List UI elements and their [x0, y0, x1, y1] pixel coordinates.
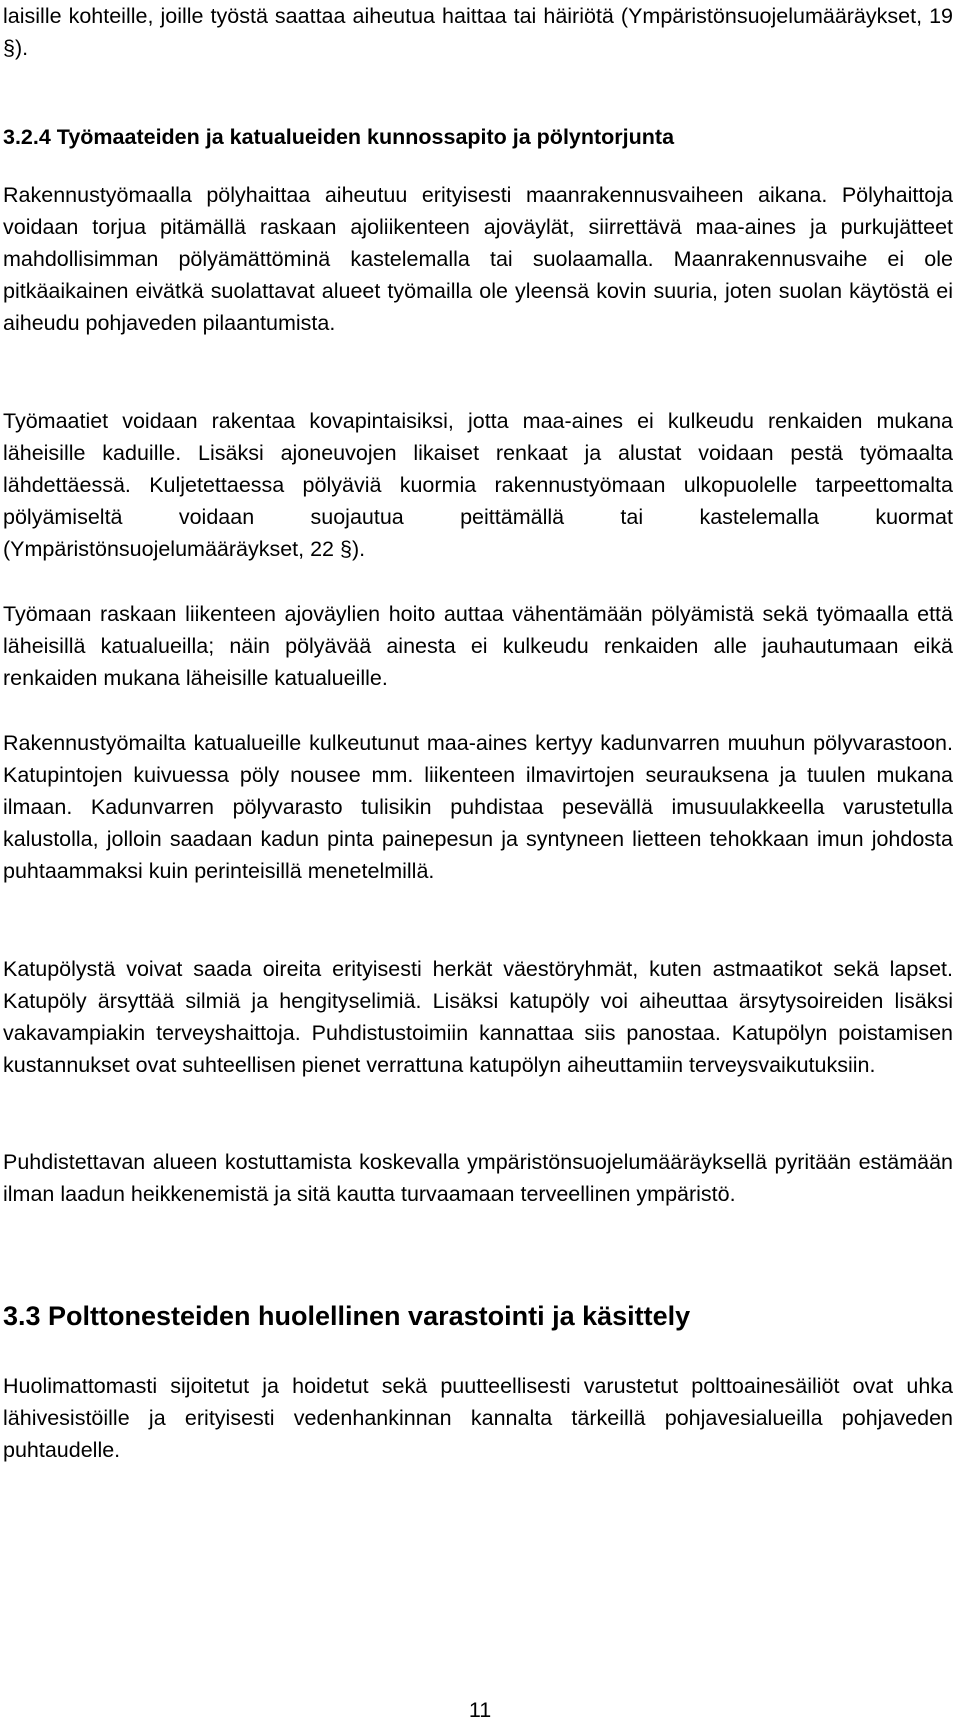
intro-paragraph: laisille kohteille, joille työstä saattaa aiheutua haittaa tai häiriötä (Ympäristönsuojelumääräykset, 19 §).: [3, 4, 953, 60]
section-3-3-heading: 3.3 Polttonesteiden huolellinen varastointi ja käsittely: [3, 1301, 691, 1331]
section-3-2-4-heading: 3.2.4 Työmaateiden ja katualueiden kunnossapito ja pölyntorjunta: [3, 125, 675, 149]
section-3-2-4-paragraph-6: Puhdistettavan alueen kostuttamista koskevalla ympäristönsuojelumääräyksellä pyritään estämään ilman laadun heikkenemistä ja sitä kautta turvaamaan terveellinen ympäristö.: [3, 1150, 953, 1206]
section-3-2-4-paragraph-3: Työmaan raskaan liikenteen ajoväylien hoito auttaa vähentämään pölyämistä sekä työmaalla että läheisillä katualueilla; näin pölyävää ainesta ei kulkeudu renkaiden alle jauhautumaan eikä renkaiden mukana läheisille katualueille.: [3, 602, 953, 690]
section-3-2-4-paragraph-5: Katupölystä voivat saada oireita erityisesti herkät väestöryhmät, kuten astmaatikot sekä lapset. Katupöly ärsyttää silmiä ja hengityselimiä. Lisäksi katupöly voi aiheuttaa ärsytysoireiden lisäksi vakavampiakin terveyshaittoja. Puhdistustoimiin kannattaa siis panostaa. Katupölyn poistamisen kustannukset ovat suhteellisen pienet verrattuna katupölyn aiheuttamiin terveysvaikutuksiin.: [3, 957, 953, 1077]
section-3-2-4-paragraph-4: Rakennustyömailta katualueille kulkeutunut maa-aines kertyy kadunvarren muuhun pölyvarastoon. Katupintojen kuivuessa pöly nousee mm. liikenteen ilmavirtojen seurauksena ja tuulen mukana ilmaan. Kadunvarren pölyvarasto tulisikin puhdistaa pesevällä imusuulakkeella varustetulla kalustolla, jolloin saadaan kadun pinta painepesun ja syntyneen lietteen tehokkaan imun johdosta puhtaammaksi kuin perinteisillä menetelmillä.: [3, 731, 953, 883]
section-3-2-4-paragraph-2: Työmaatiet voidaan rakentaa kovapintaisiksi, jotta maa-aines ei kulkeudu renkaiden mukana läheisille kaduille. Lisäksi ajoneuvojen likaiset renkaat ja alustat voidaan pestä työmaalta lähdettäessä. Kuljetettaessa pölyäviä kuormia rakennustyömaan ulkopuolelle tarpeettomalta pölyämiseltä voidaan suojautua peittämällä tai kastelemalla kuormat (Ympäristönsuojelumääräykset, 22 §).: [3, 409, 953, 561]
page-number: 11: [468, 1698, 492, 1722]
section-3-2-4-paragraph-1: Rakennustyömaalla pölyhaittaa aiheutuu erityisesti maanrakennusvaiheen aikana. Pölyhaittoja voidaan torjua pitämällä raskaan ajoliikenteen ajoväylät, siirrettävä maa-aines ja purkujätteet mahdollisimman pölyämättöminä kastelemalla tai suolaamalla. Maanrakennusvaihe ei ole pitkäaikainen eivätkä suolattavat alueet työmailla ole yleensä kovin suuria, joten suolan käytöstä ei aiheudu pohjaveden pilaantumista.: [3, 183, 953, 335]
section-3-3-paragraph: Huolimattomasti sijoitetut ja hoidetut sekä puutteellisesti varustetut polttoainesäiliöt ovat uhka lähivesistöille ja erityisesti vedenhankinnan kannalta tärkeillä pohjavesialueilla pohjaveden puhtaudelle.: [3, 1374, 953, 1462]
